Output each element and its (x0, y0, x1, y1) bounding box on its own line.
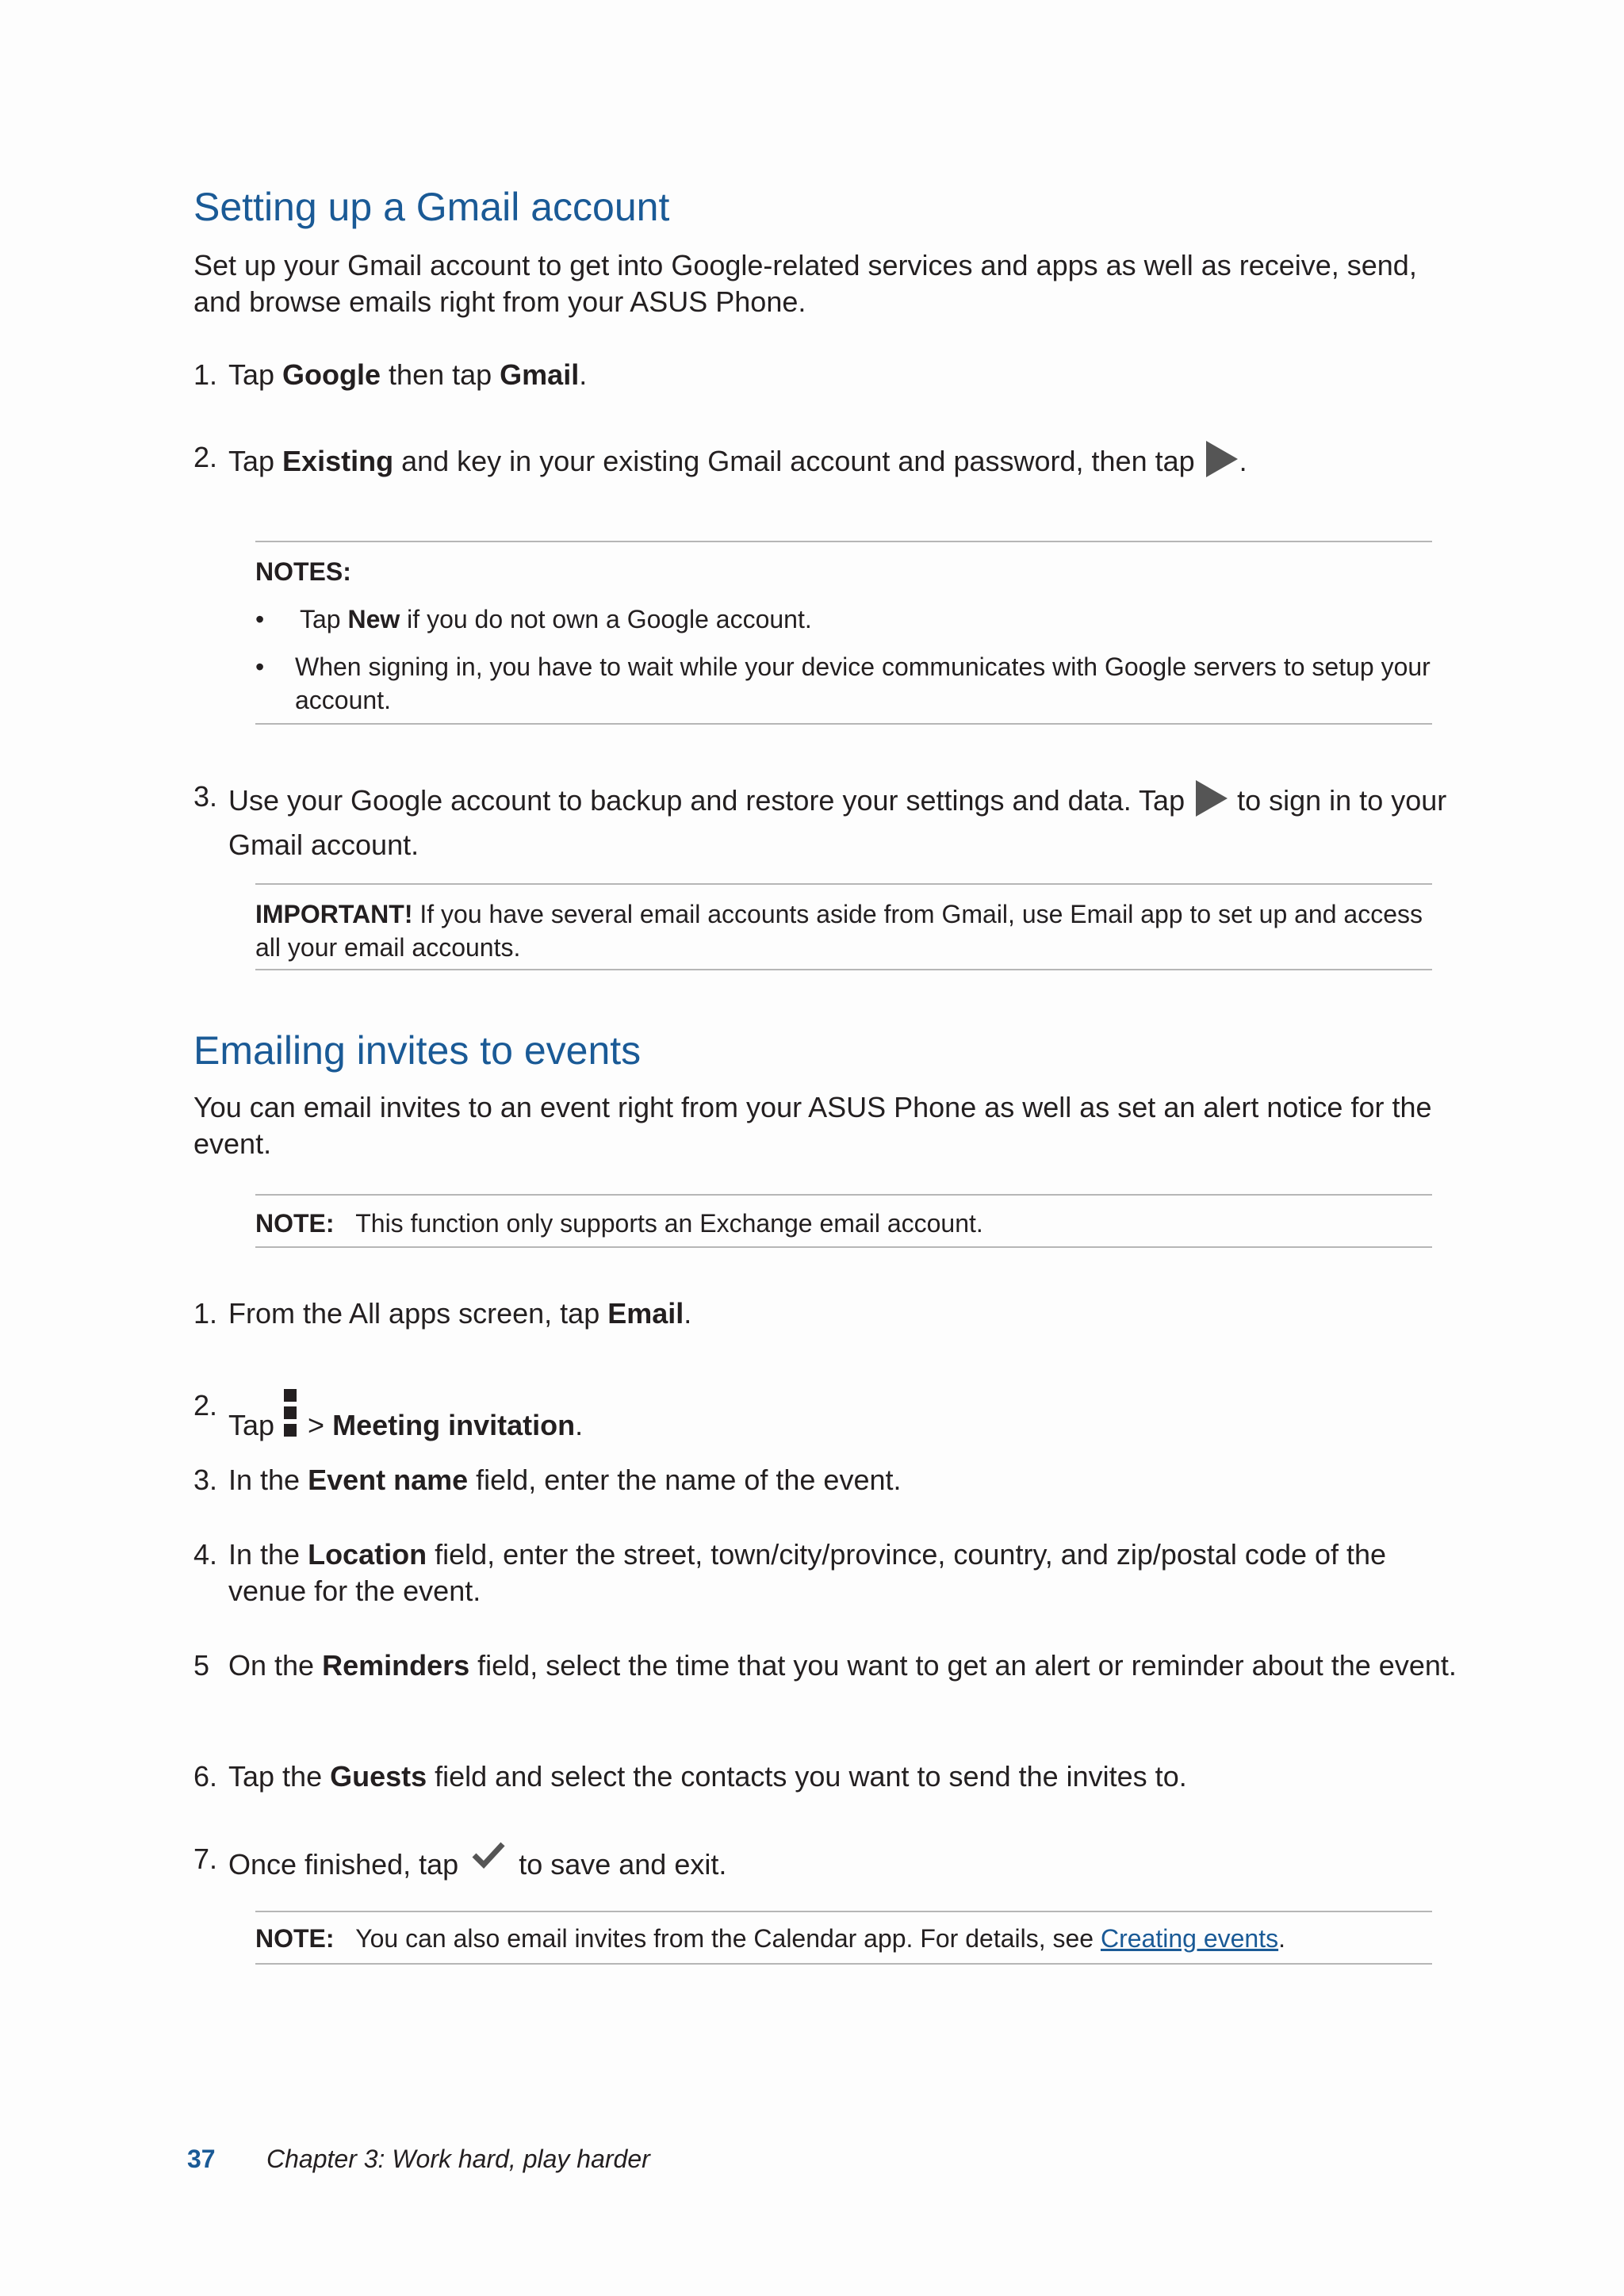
existing-label: Existing (282, 445, 394, 478)
step-text: Tap Google then tap Gmail. (228, 358, 588, 391)
menu-icon (282, 1387, 300, 1447)
bullet-text: Tap New if you do not own a Google account. (300, 605, 812, 633)
step-text: Tap the Guests field and select the contacts you want to send the invites to. (228, 1760, 1187, 1793)
step-number: 6. (193, 1760, 218, 1793)
invites-step-6 (193, 1758, 1462, 1795)
step-text: Tap Existing and key in your existing Gmail account and password, then tap . (228, 439, 1462, 488)
notes-heading: NOTES: (255, 557, 351, 586)
step-number: 7. (193, 1843, 218, 1875)
note1-top-rule (255, 1194, 1432, 1196)
important-note: IMPORTANT! If you have several email accounts aside from Gmail, use Email app to set up and access all your email accounts. (255, 900, 1423, 962)
location-label: Location (308, 1538, 427, 1571)
step-text: In the Event name field, enter the name of the event. (228, 1464, 902, 1496)
section-title-invites: Emailing invites to events (193, 1028, 642, 1073)
step-text: From the All apps screen, tap Email. (228, 1297, 692, 1330)
reminders-label: Reminders (322, 1649, 470, 1682)
step-text: In the Location field, enter the street, town/city/province, country, and zip/postal code of the venue for the event. (228, 1538, 1387, 1607)
important-bottom-rule (255, 969, 1432, 970)
note2-top-rule (255, 1911, 1432, 1912)
step-number: 3. (193, 780, 218, 813)
play-arrow-icon (1203, 439, 1239, 488)
step-number: 5 (193, 1649, 210, 1682)
step-text: Use your Google account to backup and restore your settings and data. Tap to sign in to your Gmail account. (228, 779, 1462, 863)
checkmark-icon (471, 1841, 506, 1878)
bullet-dot: • (255, 605, 265, 633)
note-calendar: NOTE: You can also email invites from the Calendar app. For details, see Creating events. (255, 1924, 1285, 1953)
note2-bottom-rule (255, 1963, 1432, 1965)
invites-step-2 (193, 1387, 1462, 1447)
step-text: On the Reminders field, select the time that you want to get an alert or reminder about the event. (228, 1649, 1457, 1682)
gmail-step-1 (193, 357, 1462, 393)
guests-label: Guests (330, 1760, 427, 1793)
step-text: Once finished, tap to save and exit. (228, 1841, 1462, 1883)
gmail-step-2 (193, 439, 1462, 488)
bullet-text: When signing in, you have to wait while your device communicates with Google servers to setup your account. (295, 652, 1431, 714)
invites-step-3 (193, 1462, 1462, 1498)
email-label: Email (607, 1297, 684, 1330)
creating-events-link[interactable]: Creating events (1100, 1924, 1279, 1953)
step-number: 3. (193, 1464, 218, 1496)
new-label: New (347, 605, 400, 633)
meeting-invitation-label: Meeting invitation (332, 1409, 576, 1441)
step-number: 2. (193, 1389, 218, 1422)
note1-bottom-rule (255, 1246, 1432, 1248)
note-exchange: NOTE: This function only supports an Exchange email account. (255, 1209, 983, 1238)
play-arrow-icon (1193, 779, 1229, 827)
gmail-step-3 (193, 779, 1462, 863)
note-bullet-1 (255, 603, 1432, 636)
notes-top-rule (255, 541, 1432, 542)
step-number: 1. (193, 358, 218, 391)
step-number: 2. (193, 441, 218, 473)
google-label: Google (282, 358, 381, 391)
event-name-label: Event name (308, 1464, 469, 1496)
important-label: IMPORTANT! (255, 900, 413, 928)
gmail-label: Gmail (500, 358, 580, 391)
chapter-title: Chapter 3: Work hard, play harder (266, 2145, 650, 2173)
invites-step-5 (193, 1647, 1462, 1684)
step-number: 4. (193, 1538, 218, 1571)
notes-bottom-rule (255, 723, 1432, 725)
invites-step-7 (193, 1841, 1462, 1883)
note-label: NOTE: (255, 1924, 335, 1953)
invites-step-4 (193, 1536, 1462, 1609)
invites-step-1 (193, 1295, 1462, 1332)
invites-intro: You can email invites to an event right from your ASUS Phone as well as set an alert notice for the event. (193, 1091, 1432, 1160)
gmail-intro: Set up your Gmail account to get into Google-related services and apps as well as receive, send, and browse emails right from your ASUS Phone. (193, 249, 1417, 318)
important-top-rule (255, 883, 1432, 885)
bullet-dot: • (255, 652, 265, 681)
step-number: 1. (193, 1297, 218, 1330)
section-title-gmail: Setting up a Gmail account (193, 185, 670, 229)
step-text: Tap > Meeting invitation. (228, 1387, 1462, 1447)
note-bullet-2 (255, 650, 1432, 717)
page-number: 37 (187, 2145, 216, 2173)
note-label: NOTE: (255, 1209, 335, 1238)
